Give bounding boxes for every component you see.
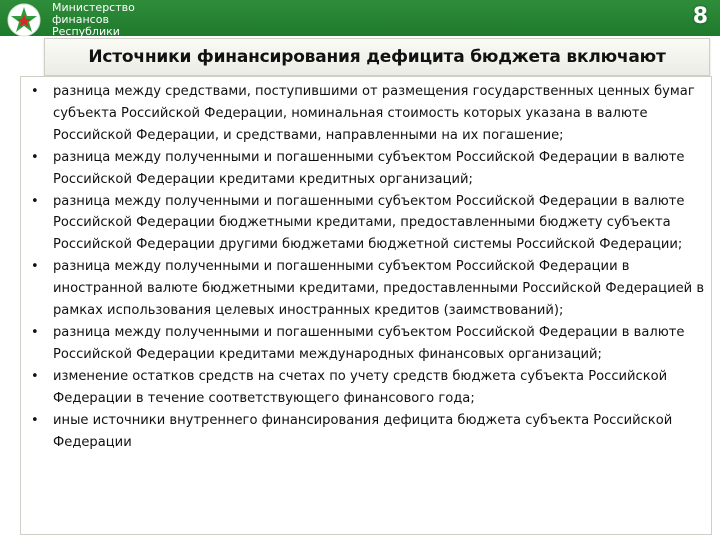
list-item <box>27 322 705 366</box>
bullet-icon: • <box>31 412 39 428</box>
bullet-icon: • <box>31 149 39 165</box>
list-item-text: иные источники внутреннего финансирования дефицита бюджета субъекта Российской Федерации <box>53 412 673 450</box>
header-bar <box>0 0 720 36</box>
list-item <box>27 256 705 322</box>
bullet-icon: • <box>31 368 39 384</box>
list-item <box>27 366 705 410</box>
bullet-icon: • <box>31 193 39 209</box>
list-item-text: разница между полученными и погашенными субъектом Российской Федерации в иностранной валюте бюджетными кредитами, предоставленными Российской Федерацией в рамках использования целевых иностранных кредитов (заимствований); <box>53 259 705 319</box>
page-title: Источники финансирования дефицита бюджета включают <box>88 47 666 67</box>
ministry-emblem-icon <box>6 2 42 38</box>
bullet-icon: • <box>31 324 39 340</box>
title-box <box>44 38 710 76</box>
page-number: 8 <box>692 4 708 29</box>
list-item-text: изменение остатков средств на счетах по учету средств бюджета субъекта Российской Федерации в течение соответствующего финансового года; <box>53 368 668 406</box>
ministry-name: Министерство финансов Республики <box>52 2 135 36</box>
list-item-text: разница между полученными и погашенными субъектом Российской Федерации в валюте Российской Федерации бюджетными кредитами, предоставленными бюджету субъекта Российской Федерации другими бюджетами бюджетной системы Российской Федерации; <box>53 193 685 253</box>
bullet-icon: • <box>31 259 39 275</box>
list-item <box>27 81 705 147</box>
content-box <box>20 76 712 535</box>
list-item-text: разница между средствами, поступившими от размещения государственных ценных бумаг субъекта Российской Федерации, номинальная стоимость которых указана в валюте Российской Федерации, и средствами, направленными на их погашение; <box>53 84 695 143</box>
list-item-text: разница между полученными и погашенными субъектом Российской Федерации в валюте Российской Федерации кредитами международных финансовых организаций; <box>53 324 685 362</box>
sources-list <box>21 77 711 453</box>
list-item <box>27 147 705 191</box>
list-item <box>27 410 705 454</box>
list-item-text: разница между полученными и погашенными субъектом Российской Федерации в валюте Российской Федерации кредитами кредитных организаций; <box>53 149 685 187</box>
bullet-icon: • <box>31 84 39 99</box>
list-item <box>27 191 705 257</box>
